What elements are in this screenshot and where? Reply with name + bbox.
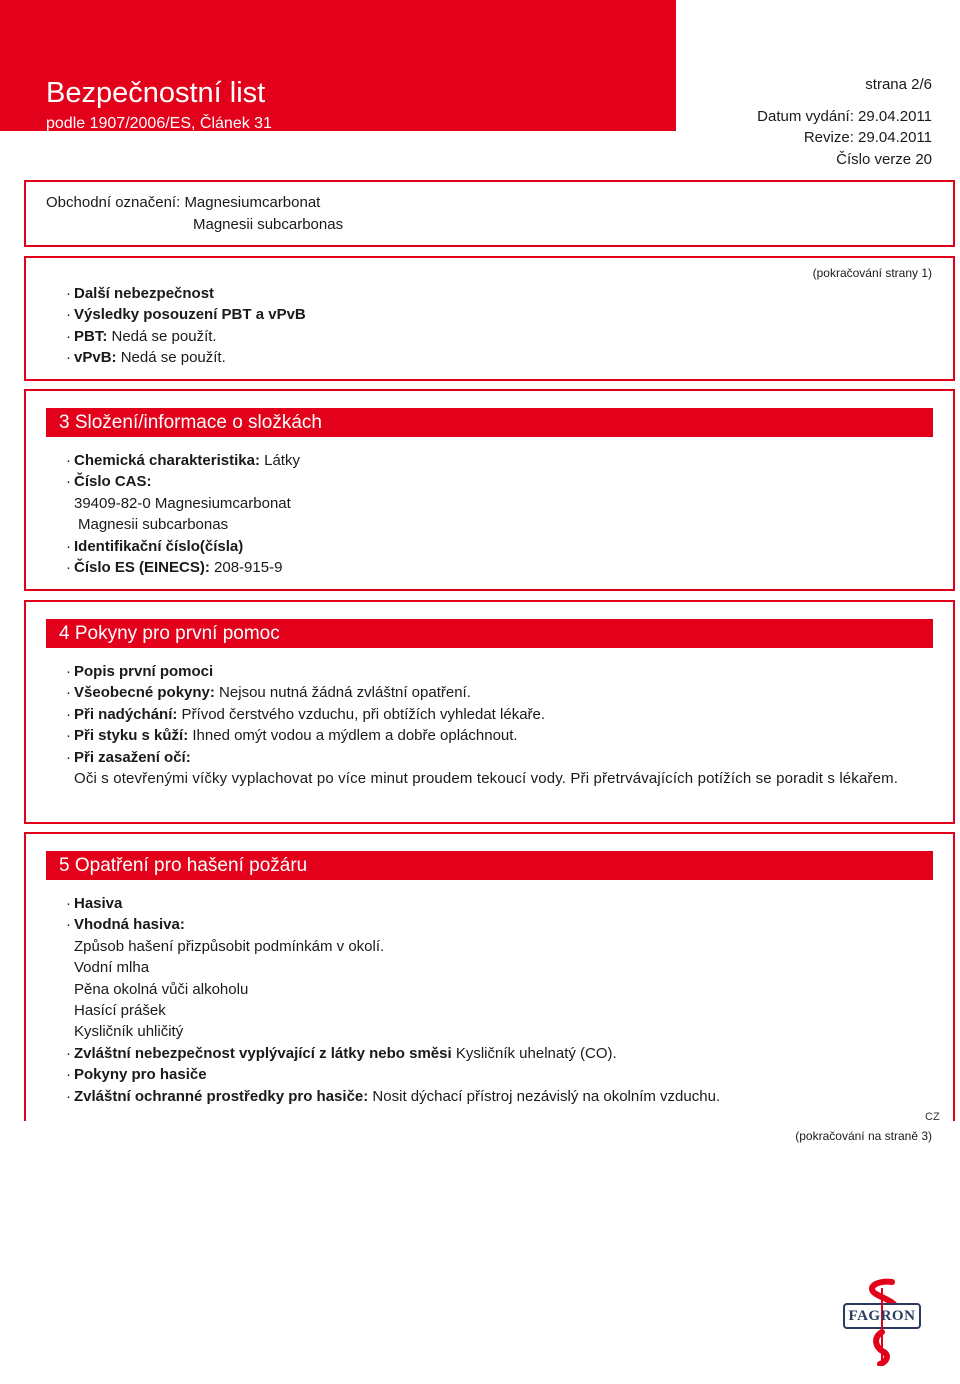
trade-name-label: Obchodní označení: [46,194,181,211]
suitable-media-item: Hasící prášek [74,1002,166,1020]
list-item: · Zvláštní ochranné prostředky pro hasiče: Nosit dýchací přístroj nezávislý na okolním vzduchu. [66,1087,721,1105]
fagron-logo [836,1278,928,1366]
list-item: · Další nebezpečnost [66,285,215,302]
list-item: · Chemická charakteristika: Látky [66,452,300,469]
list-item: · Zvláštní nebezpečnost vyplývající z látky nebo směsi Kysličník uhelnatý (CO). [66,1044,617,1062]
suitable-media-item: Způsob hašení přizpůsobit podmínkám v okolí. [74,937,385,955]
cas-entry-line-2: Magnesii subcarbonas [78,516,229,534]
list-item: · Číslo ES (EINECS): 208-915-9 [66,559,283,577]
section3-heading: 3 Složení/informace o složkách [46,408,933,437]
revision-date: Revize: 29.04.2011 [803,129,932,146]
header-banner [0,0,676,131]
country-code: CZ [925,1111,940,1123]
list-item: · Při zasažení očí: [66,748,191,766]
issue-date: Datum vydání: 29.04.2011 [757,108,932,125]
continuation-from: (pokračování strany 1) [812,266,932,280]
section4-content [66,661,934,789]
suitable-media-item: Pěna okolná vůči alkoholu [74,980,249,998]
eye-contact-instructions: Oči s otevřenými víčky vyplachovat po více minut proudem tekoucí vody. Při přetrvávajících potížích se poradit s lékařem. [74,770,899,788]
continuation-to: (pokračování na straně 3) [795,1129,932,1143]
suitable-media-item: Vodní mlha [74,959,150,977]
list-item: · Hasiva [66,895,123,912]
list-item: · Popis první pomoci [66,663,214,680]
list-item: · PBT: Nedá se použít. [66,327,217,345]
document-title: Bezpečnostní list [46,77,266,109]
list-item: · Pokyny pro hasiče [66,1066,207,1084]
section5-content [66,893,934,1107]
trade-name-value-2: Magnesii subcarbonas [193,216,344,233]
trade-name-value-1: Magnesiumcarbonat [184,194,321,211]
section3-content [66,450,934,578]
cas-entry-line-1: 39409-82-0 Magnesiumcarbonat [74,494,291,512]
list-item: · Identifikační číslo(čísla) [66,537,244,555]
section4-heading: 4 Pokyny pro první pomoc [46,619,933,648]
list-item: · Výsledky posouzení PBT a vPvB [66,306,306,324]
page-number: strana 2/6 [865,76,932,93]
list-item: · Číslo CAS: [66,473,152,491]
version-number: Číslo verze 20 [836,151,932,168]
list-item: · Všeobecné pokyny: Nejsou nutná žádná zvláštní opatření. [66,684,471,702]
section2-content [66,283,934,369]
list-item: · vPvB: Nedá se použít. [66,349,226,367]
logo-wordmark: FAGRON [848,1308,916,1324]
suitable-media-item: Kysličník uhličitý [74,1023,184,1041]
list-item: · Při styku s kůží: Ihned omýt vodou a mýdlem a dobře opláchnout. [66,727,518,745]
regulation-reference: podle 1907/2006/ES, Článek 31 [46,115,272,132]
list-item: · Při nadýchání: Přívod čerstvého vzduchu, při obtížích vyhledat lékaře. [66,705,546,723]
section5-heading: 5 Opatření pro hašení požáru [46,851,933,880]
list-item: · Vhodná hasiva: [66,916,185,934]
trade-name [46,192,343,236]
